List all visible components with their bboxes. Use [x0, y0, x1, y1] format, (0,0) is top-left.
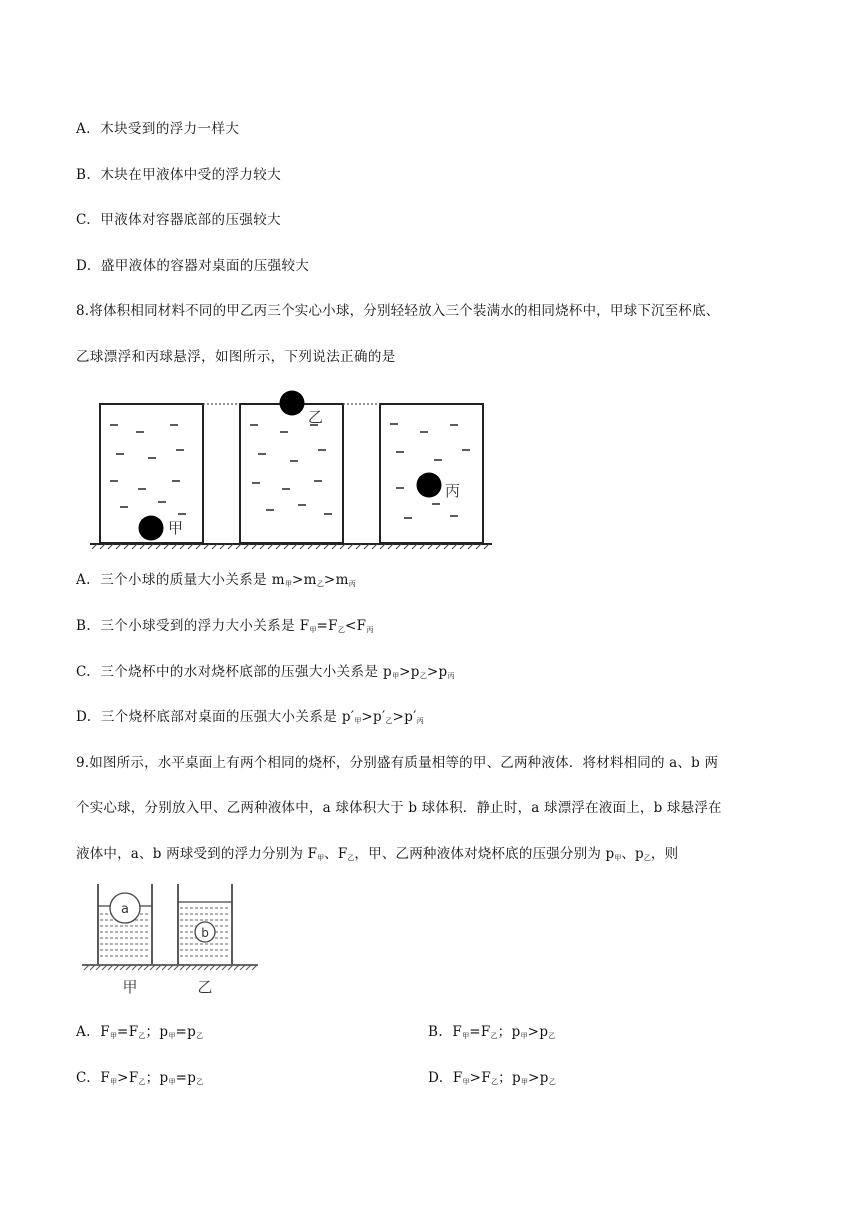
subscript: 乙 [347, 854, 355, 862]
subscript: 甲 [317, 854, 325, 862]
subscript: 丙 [416, 717, 424, 725]
ball-jia [139, 516, 164, 541]
label-bing: 丙 [445, 482, 461, 500]
subscript: 丙 [348, 580, 356, 588]
option-text: >m [291, 572, 317, 588]
q9-stem-line-3 [76, 842, 678, 863]
option-text: F [100, 1024, 111, 1040]
option-text: =F [469, 1024, 491, 1040]
option-text: =p [175, 1024, 197, 1040]
subscript: 乙 [490, 1032, 498, 1040]
subscript: 乙 [548, 1032, 556, 1040]
q9-option-c [76, 1066, 203, 1087]
subscript: 甲 [168, 1032, 176, 1040]
option-text: =F [117, 1024, 139, 1040]
q8-option-c [76, 660, 455, 681]
subscript: 乙 [491, 1078, 499, 1086]
water-dashes [110, 424, 470, 518]
q7-option-c [76, 208, 281, 228]
option-letter: D. [428, 1070, 444, 1086]
option-text: 三个小球的质量大小关系是 m [100, 572, 285, 588]
stem-text: ，则 [650, 846, 679, 862]
subscript: 丙 [447, 672, 455, 680]
option-text: 三个烧杯中的水对烧杯底部的压强大小关系是 p [100, 664, 393, 680]
q9-figure-two-beakers [80, 880, 262, 998]
ball-a-label: a [121, 902, 129, 917]
subscript: 甲 [110, 1032, 118, 1040]
subscript: 乙 [548, 1078, 556, 1086]
option-text: >p [399, 664, 420, 680]
q9-option-a [76, 1020, 203, 1041]
option-text: =p [175, 1070, 197, 1086]
subscript: 乙 [419, 672, 427, 680]
option-text: 三个小球受到的浮力大小关系是 F [100, 618, 310, 634]
stem-text: ，甲、乙两种液体对烧杯底的压强分别为 p [354, 846, 615, 862]
subscript: 乙 [643, 854, 651, 862]
ball-bing [417, 473, 442, 498]
stem-text: 液体中，a、b 两球受到的浮力分别为 F [76, 846, 318, 862]
subscript: 乙 [337, 626, 345, 634]
ball-yi [280, 391, 305, 416]
stem-text: 、F [324, 846, 348, 862]
subscript: 乙 [385, 717, 393, 725]
option-text: >p [426, 664, 448, 680]
subscript: 乙 [138, 1032, 146, 1040]
option-text: F [452, 1024, 463, 1040]
option-text: >p′ [392, 709, 417, 725]
subscript: 甲 [284, 580, 292, 588]
option-text: F [100, 1070, 111, 1086]
subscript: 甲 [614, 854, 622, 862]
subscript: 乙 [196, 1078, 204, 1086]
label-jia: 甲 [168, 519, 184, 537]
label-beaker-yi: 乙 [197, 978, 213, 996]
subscript: 丙 [366, 626, 374, 634]
option-text: >p [528, 1070, 549, 1086]
option-text: =F [316, 618, 338, 634]
option-text: 盛甲液体的容器对桌面的压强较大 [100, 258, 310, 274]
subscript: 甲 [521, 1078, 529, 1086]
q8-stem-line-2: 乙球漂浮和丙球悬浮，如图所示，下列说法正确的是 [76, 349, 396, 365]
q7-option-b [76, 163, 281, 183]
label-beaker-jia: 甲 [122, 978, 138, 996]
option-letter: C. [76, 1070, 91, 1086]
subscript: 乙 [196, 1032, 204, 1040]
option-text: >p′ [361, 709, 386, 725]
option-text: 甲液体对容器底部的压强较大 [100, 212, 282, 228]
q7-option-d [76, 254, 309, 274]
q8-figure-three-beakers [86, 388, 496, 550]
subscript: 甲 [354, 717, 362, 725]
subscript: 甲 [309, 626, 317, 634]
option-letter: B. [76, 167, 92, 183]
subscript: 乙 [138, 1078, 146, 1086]
q9-stem-line-2: 个实心球，分别放入甲、乙两种液体中，a 球体积大于 b 球体积．静止时，a 球漂浮在液面上，b 球悬浮在 [76, 800, 722, 816]
q8-option-b [76, 614, 373, 635]
option-letter: D. [76, 258, 92, 274]
option-letter: A. [76, 1024, 91, 1040]
option-letter: C. [76, 212, 91, 228]
option-letter: D. [76, 709, 92, 725]
subscript: 甲 [392, 672, 400, 680]
q9-stem-line-1: 9.如图所示，水平桌面上有两个相同的烧杯，分别盛有质量相等的甲、乙两种液体．将材料相同的 a、b 两 [76, 755, 719, 771]
option-letter: A. [76, 572, 91, 588]
option-text: 木块受到的浮力一样大 [100, 121, 240, 137]
q8-stem-line-1: 8.将体积相同材料不同的甲乙丙三个实心小球，分别轻轻放入三个装满水的相同烧杯中，甲球下沉至杯底、 [76, 303, 720, 319]
option-text: <F [344, 618, 367, 634]
subscript: 甲 [462, 1032, 470, 1040]
stem-text: 、p [621, 846, 644, 862]
option-text: F [452, 1070, 463, 1086]
option-text: >m [323, 572, 349, 588]
option-letter: A. [76, 121, 91, 137]
option-text: >F [469, 1070, 492, 1086]
q7-option-a [76, 117, 239, 137]
option-text: >F [117, 1070, 139, 1086]
option-text: 木块在甲液体中受的浮力较大 [100, 167, 282, 183]
q8-option-a [76, 568, 356, 589]
subscript: 乙 [316, 580, 324, 588]
option-text: ；p [498, 1070, 522, 1086]
q9-option-d [428, 1066, 556, 1087]
option-text: ；p [497, 1024, 521, 1040]
option-letter: B. [76, 618, 92, 634]
option-text: ；p [145, 1070, 169, 1086]
q9-option-b [428, 1020, 555, 1041]
option-letter: B. [428, 1024, 444, 1040]
subscript: 甲 [462, 1078, 470, 1086]
subscript: 甲 [168, 1078, 176, 1086]
label-yi: 乙 [308, 408, 324, 426]
option-text: ；p [145, 1024, 169, 1040]
subscript: 甲 [110, 1078, 118, 1086]
option-letter: C. [76, 664, 91, 680]
subscript: 甲 [520, 1032, 528, 1040]
ball-b-label: b [201, 926, 209, 940]
option-text: 三个烧杯底部对桌面的压强大小关系是 p′ [100, 709, 355, 725]
q8-option-d [76, 705, 424, 726]
option-text: >p [527, 1024, 549, 1040]
